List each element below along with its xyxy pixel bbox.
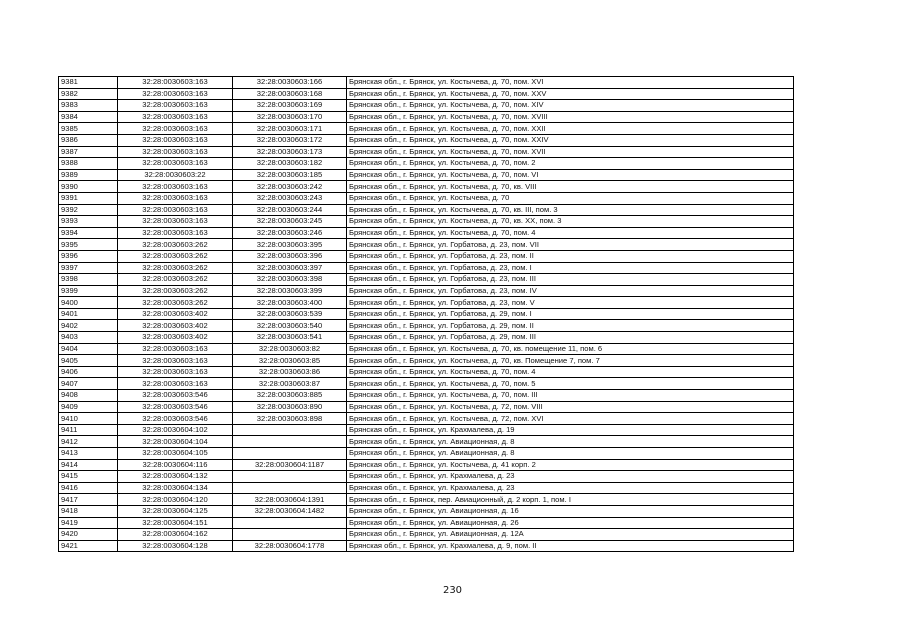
parent-cadastral-number-cell: 32:28:0030603:163 bbox=[118, 181, 233, 193]
page-number: 230 bbox=[442, 585, 463, 596]
address-cell: Брянская обл., г. Брянск, ул. Костычева, д. 70, пом. VI bbox=[347, 169, 794, 181]
cadastral-number-cell bbox=[233, 424, 347, 436]
cadastral-number-cell: 32:28:0030603:399 bbox=[233, 285, 347, 297]
table-row bbox=[59, 250, 794, 262]
row-number-cell: 9409 bbox=[59, 401, 118, 413]
parent-cadastral-number-cell: 32:28:0030604:132 bbox=[118, 471, 233, 483]
row-number-cell: 9392 bbox=[59, 204, 118, 216]
parent-cadastral-number-cell: 32:28:0030603:546 bbox=[118, 390, 233, 402]
address-cell: Брянская обл., г. Брянск, ул. Горбатова, д. 23, пом. VII bbox=[347, 239, 794, 251]
parent-cadastral-number-cell: 32:28:0030603:262 bbox=[118, 274, 233, 286]
parent-cadastral-number-cell: 32:28:0030604:134 bbox=[118, 482, 233, 494]
address-cell: Брянская обл., г. Брянск, ул. Горбатова, д. 23, пом. II bbox=[347, 250, 794, 262]
parent-cadastral-number-cell: 32:28:0030604:151 bbox=[118, 517, 233, 529]
row-number-cell: 9417 bbox=[59, 494, 118, 506]
row-number-cell: 9406 bbox=[59, 366, 118, 378]
table-row bbox=[59, 471, 794, 483]
parent-cadastral-number-cell: 32:28:0030604:125 bbox=[118, 505, 233, 517]
address-cell: Брянская обл., г. Брянск, ул. Костычева, д. 72, пом. VIII bbox=[347, 401, 794, 413]
table-row bbox=[59, 216, 794, 228]
row-number-cell: 9390 bbox=[59, 181, 118, 193]
row-number-cell: 9402 bbox=[59, 320, 118, 332]
cadastral-number-cell: 32:28:0030604:1391 bbox=[233, 494, 347, 506]
table-row bbox=[59, 192, 794, 204]
table-row bbox=[59, 517, 794, 529]
row-number-cell: 9397 bbox=[59, 262, 118, 274]
cadastral-number-cell bbox=[233, 482, 347, 494]
row-number-cell: 9414 bbox=[59, 459, 118, 471]
parent-cadastral-number-cell: 32:28:0030604:104 bbox=[118, 436, 233, 448]
address-cell: Брянская обл., г. Брянск, пер. Авиационный, д. 2 корп. 1, пом. I bbox=[347, 494, 794, 506]
address-cell: Брянская обл., г. Брянск, ул. Авиационная, д. 12А bbox=[347, 529, 794, 541]
parent-cadastral-number-cell: 32:28:0030603:262 bbox=[118, 297, 233, 309]
row-number-cell: 9415 bbox=[59, 471, 118, 483]
address-cell: Брянская обл., г. Брянск, ул. Костычева, д. 70, пом. XIV bbox=[347, 100, 794, 112]
parent-cadastral-number-cell: 32:28:0030604:116 bbox=[118, 459, 233, 471]
address-cell: Брянская обл., г. Брянск, ул. Костычева, д. 70, пом. 4 bbox=[347, 366, 794, 378]
parent-cadastral-number-cell: 32:28:0030604:128 bbox=[118, 540, 233, 552]
address-cell: Брянская обл., г. Брянск, ул. Костычева, д. 70 bbox=[347, 192, 794, 204]
table-row bbox=[59, 204, 794, 216]
address-cell: Брянская обл., г. Брянск, ул. Костычева, д. 70, пом. 2 bbox=[347, 158, 794, 170]
table-row bbox=[59, 320, 794, 332]
table-row bbox=[59, 390, 794, 402]
cadastral-number-cell: 32:28:0030603:242 bbox=[233, 181, 347, 193]
table-row bbox=[59, 100, 794, 112]
cadastral-number-cell: 32:28:0030603:171 bbox=[233, 123, 347, 135]
row-number-cell: 9385 bbox=[59, 123, 118, 135]
address-cell: Брянская обл., г. Брянск, ул. Крахмалева, д. 23 bbox=[347, 471, 794, 483]
table-row bbox=[59, 413, 794, 425]
address-cell: Брянская обл., г. Брянск, ул. Костычева, д. 70, кв. III, пом. 3 bbox=[347, 204, 794, 216]
address-cell: Брянская обл., г. Брянск, ул. Костычева, д. 70, пом. XXII bbox=[347, 123, 794, 135]
address-cell: Брянская обл., г. Брянск, ул. Костычева, д. 70, кв. XX, пом. 3 bbox=[347, 216, 794, 228]
address-cell: Брянская обл., г. Брянск, ул. Костычева, д. 72, пом. XVI bbox=[347, 413, 794, 425]
row-number-cell: 9389 bbox=[59, 169, 118, 181]
parent-cadastral-number-cell: 32:28:0030603:163 bbox=[118, 366, 233, 378]
cadastral-number-cell: 32:28:0030603:397 bbox=[233, 262, 347, 274]
cadastral-number-cell: 32:28:0030603:168 bbox=[233, 88, 347, 100]
row-number-cell: 9387 bbox=[59, 146, 118, 158]
parent-cadastral-number-cell: 32:28:0030603:402 bbox=[118, 320, 233, 332]
cadastral-number-cell: 32:28:0030603:243 bbox=[233, 192, 347, 204]
row-number-cell: 9413 bbox=[59, 448, 118, 460]
address-cell: Брянская обл., г. Брянск, ул. Костычева, д. 70, пом. 5 bbox=[347, 378, 794, 390]
parent-cadastral-number-cell: 32:28:0030603:262 bbox=[118, 262, 233, 274]
table-row bbox=[59, 401, 794, 413]
table-row bbox=[59, 146, 794, 158]
cadastral-number-cell: 32:28:0030603:169 bbox=[233, 100, 347, 112]
cadastral-number-cell: 32:28:0030603:172 bbox=[233, 134, 347, 146]
cadastral-number-cell: 32:28:0030603:246 bbox=[233, 227, 347, 239]
row-number-cell: 9405 bbox=[59, 355, 118, 367]
property-register-table bbox=[58, 76, 794, 552]
row-number-cell: 9391 bbox=[59, 192, 118, 204]
table-row bbox=[59, 262, 794, 274]
cadastral-number-cell: 32:28:0030603:185 bbox=[233, 169, 347, 181]
address-cell: Брянская обл., г. Брянск, ул. Горбатова, д. 23, пом. IV bbox=[347, 285, 794, 297]
address-cell: Брянская обл., г. Брянск, ул. Костычева, д. 70, кв. помещение 11, пом. 6 bbox=[347, 343, 794, 355]
row-number-cell: 9388 bbox=[59, 158, 118, 170]
address-cell: Брянская обл., г. Брянск, ул. Костычева, д. 70, пом. XXV bbox=[347, 88, 794, 100]
address-cell: Брянская обл., г. Брянск, ул. Костычева, д. 70, пом. XVIII bbox=[347, 111, 794, 123]
parent-cadastral-number-cell: 32:28:0030603:163 bbox=[118, 77, 233, 89]
table-row bbox=[59, 540, 794, 552]
cadastral-number-cell: 32:28:0030603:173 bbox=[233, 146, 347, 158]
cadastral-number-cell: 32:28:0030603:540 bbox=[233, 320, 347, 332]
address-cell: Брянская обл., г. Брянск, ул. Костычева, д. 70, пом. 4 bbox=[347, 227, 794, 239]
row-number-cell: 9419 bbox=[59, 517, 118, 529]
parent-cadastral-number-cell: 32:28:0030603:262 bbox=[118, 250, 233, 262]
address-cell: Брянская обл., г. Брянск, ул. Костычева, д. 70, пом. XXIV bbox=[347, 134, 794, 146]
address-cell: Брянская обл., г. Брянск, ул. Горбатова, д. 23, пом. I bbox=[347, 262, 794, 274]
table-row bbox=[59, 378, 794, 390]
parent-cadastral-number-cell: 32:28:0030604:102 bbox=[118, 424, 233, 436]
table-row bbox=[59, 134, 794, 146]
cadastral-number-cell: 32:28:0030603:541 bbox=[233, 332, 347, 344]
cadastral-number-cell: 32:28:0030604:1778 bbox=[233, 540, 347, 552]
cadastral-number-cell: 32:28:0030603:398 bbox=[233, 274, 347, 286]
row-number-cell: 9407 bbox=[59, 378, 118, 390]
table-row bbox=[59, 169, 794, 181]
table-row bbox=[59, 494, 794, 506]
table-row bbox=[59, 332, 794, 344]
table-row bbox=[59, 448, 794, 460]
cadastral-number-cell: 32:28:0030603:85 bbox=[233, 355, 347, 367]
row-number-cell: 9411 bbox=[59, 424, 118, 436]
table-row bbox=[59, 436, 794, 448]
address-cell: Брянская обл., г. Брянск, ул. Авиационная, д. 16 bbox=[347, 505, 794, 517]
parent-cadastral-number-cell: 32:28:0030603:546 bbox=[118, 413, 233, 425]
address-cell: Брянская обл., г. Брянск, ул. Крахмалева, д. 9, пом. II bbox=[347, 540, 794, 552]
cadastral-number-cell bbox=[233, 529, 347, 541]
cadastral-number-cell: 32:28:0030604:1187 bbox=[233, 459, 347, 471]
cadastral-number-cell: 32:28:0030603:82 bbox=[233, 343, 347, 355]
cadastral-number-cell: 32:28:0030603:400 bbox=[233, 297, 347, 309]
cadastral-number-cell: 32:28:0030603:87 bbox=[233, 378, 347, 390]
cadastral-number-cell: 32:28:0030603:885 bbox=[233, 390, 347, 402]
cadastral-number-cell: 32:28:0030603:898 bbox=[233, 413, 347, 425]
parent-cadastral-number-cell: 32:28:0030603:163 bbox=[118, 146, 233, 158]
row-number-cell: 9386 bbox=[59, 134, 118, 146]
cadastral-number-cell: 32:28:0030603:170 bbox=[233, 111, 347, 123]
table-row bbox=[59, 482, 794, 494]
cadastral-number-cell: 32:28:0030604:1482 bbox=[233, 505, 347, 517]
row-number-cell: 9401 bbox=[59, 308, 118, 320]
parent-cadastral-number-cell: 32:28:0030603:163 bbox=[118, 100, 233, 112]
row-number-cell: 9393 bbox=[59, 216, 118, 228]
row-number-cell: 9399 bbox=[59, 285, 118, 297]
row-number-cell: 9396 bbox=[59, 250, 118, 262]
row-number-cell: 9394 bbox=[59, 227, 118, 239]
parent-cadastral-number-cell: 32:28:0030603:402 bbox=[118, 332, 233, 344]
table-row bbox=[59, 529, 794, 541]
cadastral-number-cell: 32:28:0030603:245 bbox=[233, 216, 347, 228]
table-row bbox=[59, 285, 794, 297]
cadastral-number-cell bbox=[233, 517, 347, 529]
address-cell: Брянская обл., г. Брянск, ул. Горбатова, д. 29, пом. I bbox=[347, 308, 794, 320]
parent-cadastral-number-cell: 32:28:0030603:546 bbox=[118, 401, 233, 413]
row-number-cell: 9398 bbox=[59, 274, 118, 286]
address-cell: Брянская обл., г. Брянск, ул. Костычева, д. 70, пом. III bbox=[347, 390, 794, 402]
cadastral-number-cell bbox=[233, 471, 347, 483]
address-cell: Брянская обл., г. Брянск, ул. Горбатова, д. 23, пом. III bbox=[347, 274, 794, 286]
cadastral-number-cell: 32:28:0030603:182 bbox=[233, 158, 347, 170]
row-number-cell: 9408 bbox=[59, 390, 118, 402]
table-row bbox=[59, 355, 794, 367]
parent-cadastral-number-cell: 32:28:0030603:163 bbox=[118, 216, 233, 228]
cadastral-number-cell: 32:28:0030603:539 bbox=[233, 308, 347, 320]
parent-cadastral-number-cell: 32:28:0030604:120 bbox=[118, 494, 233, 506]
row-number-cell: 9412 bbox=[59, 436, 118, 448]
row-number-cell: 9381 bbox=[59, 77, 118, 89]
table-row bbox=[59, 123, 794, 135]
row-number-cell: 9420 bbox=[59, 529, 118, 541]
cadastral-number-cell: 32:28:0030603:86 bbox=[233, 366, 347, 378]
address-cell: Брянская обл., г. Брянск, ул. Горбатова, д. 29, пом. II bbox=[347, 320, 794, 332]
row-number-cell: 9384 bbox=[59, 111, 118, 123]
address-cell: Брянская обл., г. Брянск, ул. Авиационная, д. 8 bbox=[347, 436, 794, 448]
parent-cadastral-number-cell: 32:28:0030603:163 bbox=[118, 378, 233, 390]
table-row bbox=[59, 505, 794, 517]
parent-cadastral-number-cell: 32:28:0030604:105 bbox=[118, 448, 233, 460]
parent-cadastral-number-cell: 32:28:0030603:163 bbox=[118, 204, 233, 216]
address-cell: Брянская обл., г. Брянск, ул. Костычева, д. 70, кв. Помещение 7, пом. 7 bbox=[347, 355, 794, 367]
cadastral-number-cell: 32:28:0030603:890 bbox=[233, 401, 347, 413]
table-row bbox=[59, 459, 794, 471]
parent-cadastral-number-cell: 32:28:0030603:163 bbox=[118, 343, 233, 355]
cadastral-number-cell: 32:28:0030603:396 bbox=[233, 250, 347, 262]
cadastral-number-cell: 32:28:0030603:395 bbox=[233, 239, 347, 251]
address-cell: Брянская обл., г. Брянск, ул. Крахмалева, д. 23 bbox=[347, 482, 794, 494]
row-number-cell: 9395 bbox=[59, 239, 118, 251]
table-row bbox=[59, 308, 794, 320]
parent-cadastral-number-cell: 32:28:0030603:402 bbox=[118, 308, 233, 320]
table-row bbox=[59, 158, 794, 170]
address-cell: Брянская обл., г. Брянск, ул. Горбатова, д. 23, пом. V bbox=[347, 297, 794, 309]
address-cell: Брянская обл., г. Брянск, ул. Авиационная, д. 26 bbox=[347, 517, 794, 529]
table-row bbox=[59, 343, 794, 355]
address-cell: Брянская обл., г. Брянск, ул. Костычева, д. 70, пом. XVI bbox=[347, 77, 794, 89]
table-row bbox=[59, 297, 794, 309]
parent-cadastral-number-cell: 32:28:0030603:163 bbox=[118, 227, 233, 239]
parent-cadastral-number-cell: 32:28:0030603:22 bbox=[118, 169, 233, 181]
parent-cadastral-number-cell: 32:28:0030603:262 bbox=[118, 285, 233, 297]
table-row bbox=[59, 366, 794, 378]
address-cell: Брянская обл., г. Брянск, ул. Костычева, д. 41 корп. 2 bbox=[347, 459, 794, 471]
row-number-cell: 9410 bbox=[59, 413, 118, 425]
row-number-cell: 9404 bbox=[59, 343, 118, 355]
row-number-cell: 9403 bbox=[59, 332, 118, 344]
row-number-cell: 9421 bbox=[59, 540, 118, 552]
parent-cadastral-number-cell: 32:28:0030603:163 bbox=[118, 111, 233, 123]
cadastral-number-cell bbox=[233, 436, 347, 448]
parent-cadastral-number-cell: 32:28:0030603:262 bbox=[118, 239, 233, 251]
address-cell: Брянская обл., г. Брянск, ул. Крахмалева, д. 19 bbox=[347, 424, 794, 436]
parent-cadastral-number-cell: 32:28:0030603:163 bbox=[118, 355, 233, 367]
address-cell: Брянская обл., г. Брянск, ул. Костычева, д. 70, кв. VIII bbox=[347, 181, 794, 193]
table-row bbox=[59, 274, 794, 286]
table-row bbox=[59, 424, 794, 436]
address-cell: Брянская обл., г. Брянск, ул. Костычева, д. 70, пом. XVII bbox=[347, 146, 794, 158]
row-number-cell: 9416 bbox=[59, 482, 118, 494]
parent-cadastral-number-cell: 32:28:0030604:162 bbox=[118, 529, 233, 541]
row-number-cell: 9418 bbox=[59, 505, 118, 517]
cadastral-number-cell bbox=[233, 448, 347, 460]
row-number-cell: 9400 bbox=[59, 297, 118, 309]
parent-cadastral-number-cell: 32:28:0030603:163 bbox=[118, 134, 233, 146]
cadastral-number-cell: 32:28:0030603:166 bbox=[233, 77, 347, 89]
address-cell: Брянская обл., г. Брянск, ул. Горбатова, д. 29, пом. III bbox=[347, 332, 794, 344]
address-cell: Брянская обл., г. Брянск, ул. Авиационная, д. 8 bbox=[347, 448, 794, 460]
table-row bbox=[59, 181, 794, 193]
table-row bbox=[59, 88, 794, 100]
table-row bbox=[59, 239, 794, 251]
parent-cadastral-number-cell: 32:28:0030603:163 bbox=[118, 158, 233, 170]
table-row bbox=[59, 111, 794, 123]
parent-cadastral-number-cell: 32:28:0030603:163 bbox=[118, 123, 233, 135]
parent-cadastral-number-cell: 32:28:0030603:163 bbox=[118, 88, 233, 100]
table-row bbox=[59, 77, 794, 89]
row-number-cell: 9383 bbox=[59, 100, 118, 112]
parent-cadastral-number-cell: 32:28:0030603:163 bbox=[118, 192, 233, 204]
row-number-cell: 9382 bbox=[59, 88, 118, 100]
table-body bbox=[59, 77, 794, 552]
cadastral-number-cell: 32:28:0030603:244 bbox=[233, 204, 347, 216]
table-row bbox=[59, 227, 794, 239]
